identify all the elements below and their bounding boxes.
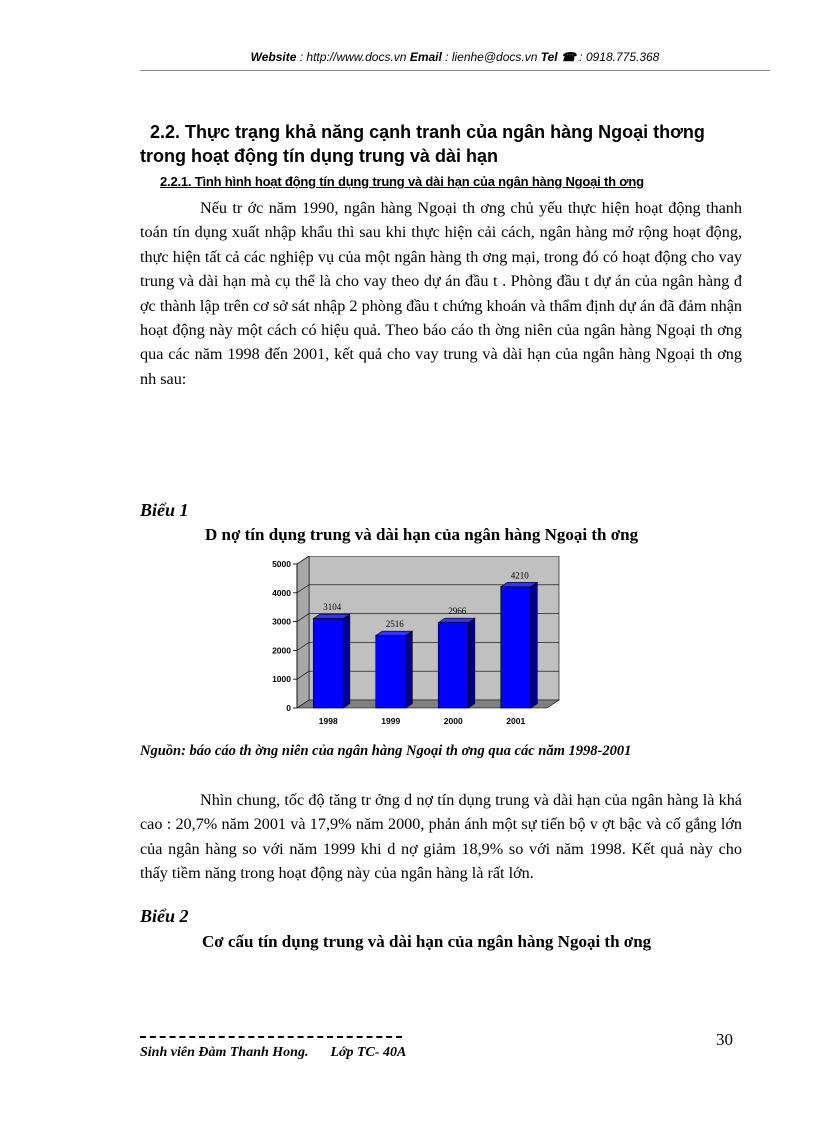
email-value[interactable]: : lienhe@docs.vn	[441, 50, 541, 64]
y-tick-label: 2000	[272, 645, 291, 656]
data-label-1999: 2516	[385, 619, 404, 630]
figure-2-caption: Cơ cấu tín dụng trung và dài hạn của ngân hàng Ngoại th ơng	[202, 932, 652, 951]
data-label-2001: 4210	[510, 570, 529, 581]
footer-text	[140, 1045, 406, 1061]
email-label: Email	[409, 50, 442, 64]
bar-side	[531, 582, 538, 708]
paragraph-1-text: Nếu tr ớc năm 1990, ngân hàng Ngoại th ơng chủ yếu thực hiện hoạt động thanh toán tín dụng xuất nhập khẩu thì sau khi thực hiện cải cách, ngân hàng mở rộng hoạt động, thực hiện tất cả các nghiệp vụ của một ngân hàng th ơng mại, trong đó có hoạt động cho vay trung và dài hạn mà cụ thể là cho vay theo dự án đầu t . Phòng đầu t dự án của ngân hàng đ ợc thành lập trên cơ sở sát nhập 2 phòng đầu t chứng khoán và thẩm định dự án đã đảm nhận hoạt động này một cách có hiệu quả. Theo báo cáo th ờng niên của ngân hàng Ngoại th ơng qua các năm 1998 đến 2001, kết quả cho vay trung và dài hạn của ngân hàng Ngoại th ơng nh sau:	[140, 199, 742, 388]
tel-label: Tel	[540, 50, 558, 64]
bar-side	[343, 614, 350, 708]
x-tick-label: 2001	[506, 716, 526, 726]
data-label-1998: 3104	[323, 602, 342, 613]
page-header	[140, 50, 770, 64]
y-tick-label: 1000	[272, 674, 291, 685]
bar-top	[438, 618, 475, 622]
data-label-2000: 2966	[448, 606, 467, 617]
bar-2000	[438, 623, 468, 708]
figure-1-caption: D nợ tín dụng trung và dài hạn của ngân hàng Ngoại th ơng	[205, 525, 639, 544]
figure-1-source: Nguồn: báo cáo th ờng niên của ngân hàng Ngoại th ơng qua các năm 1998-2001	[140, 743, 632, 759]
loan-bar-chart	[255, 556, 615, 731]
student-name: Sinh viên Đàm Thanh Hong.	[140, 1045, 309, 1060]
x-tick-label: 2000	[443, 716, 463, 726]
website-label: Website	[250, 50, 297, 64]
y-tick-label: 3000	[272, 616, 291, 627]
paragraph-2-text: Nhìn chung, tốc độ tăng tr ởng d nợ tín dụng trung và dài hạn của ngân hàng là khá cao : 20,7% năm 2001 và 17,9% năm 2000, phản ánh một sự tiến bộ v ợt bậc và cố gắng lớn của ngân hàng so với năm 1999 khi d nợ giảm 18,9% so với năm 1998. Kết quả này cho thấy tiềm năng trong hoạt động này của ngân hàng là rất lớn.	[140, 791, 742, 883]
page-number: 30	[716, 1030, 733, 1049]
class-name: Lớp TC- 40A	[330, 1045, 407, 1060]
footer-divider	[140, 1036, 402, 1038]
bar-side	[468, 618, 475, 708]
subsection-title: 2.2.1. Tình hình hoạt động tín dụng trung và dài hạn của ngân hàng Ngoại th ơng	[160, 174, 644, 189]
y-tick-label: 4000	[272, 587, 291, 598]
bar-1999	[376, 636, 406, 708]
body-paragraph-1	[140, 196, 742, 391]
chart-side-wall	[297, 556, 309, 708]
bar-top	[501, 582, 538, 586]
bar-top	[313, 614, 350, 618]
bar-top	[376, 631, 413, 635]
bar-side	[406, 631, 413, 708]
header-divider	[140, 70, 770, 71]
x-tick-label: 1999	[381, 716, 401, 726]
body-paragraph-2	[140, 788, 742, 886]
x-tick-label: 1998	[318, 716, 338, 726]
website-value[interactable]: : http://www.docs.vn	[296, 50, 410, 64]
bar-1998	[313, 619, 343, 708]
bar-2001	[501, 587, 531, 708]
section-title: 2.2. Thực trạng khả năng cạnh tranh của ngân hàng Ngoại thơng	[150, 122, 705, 142]
figure-1-label: Biểu 1	[140, 500, 189, 520]
figure-2-label: Biểu 2	[140, 906, 189, 926]
phone-icon: ☎	[560, 50, 576, 64]
tel-value: : 0918.775.368	[575, 50, 660, 64]
section-title-line2: trong hoạt động tín dụng trung và dài hạn	[140, 146, 498, 166]
y-tick-label: 5000	[272, 559, 291, 569]
y-tick-label: 0	[286, 703, 291, 713]
